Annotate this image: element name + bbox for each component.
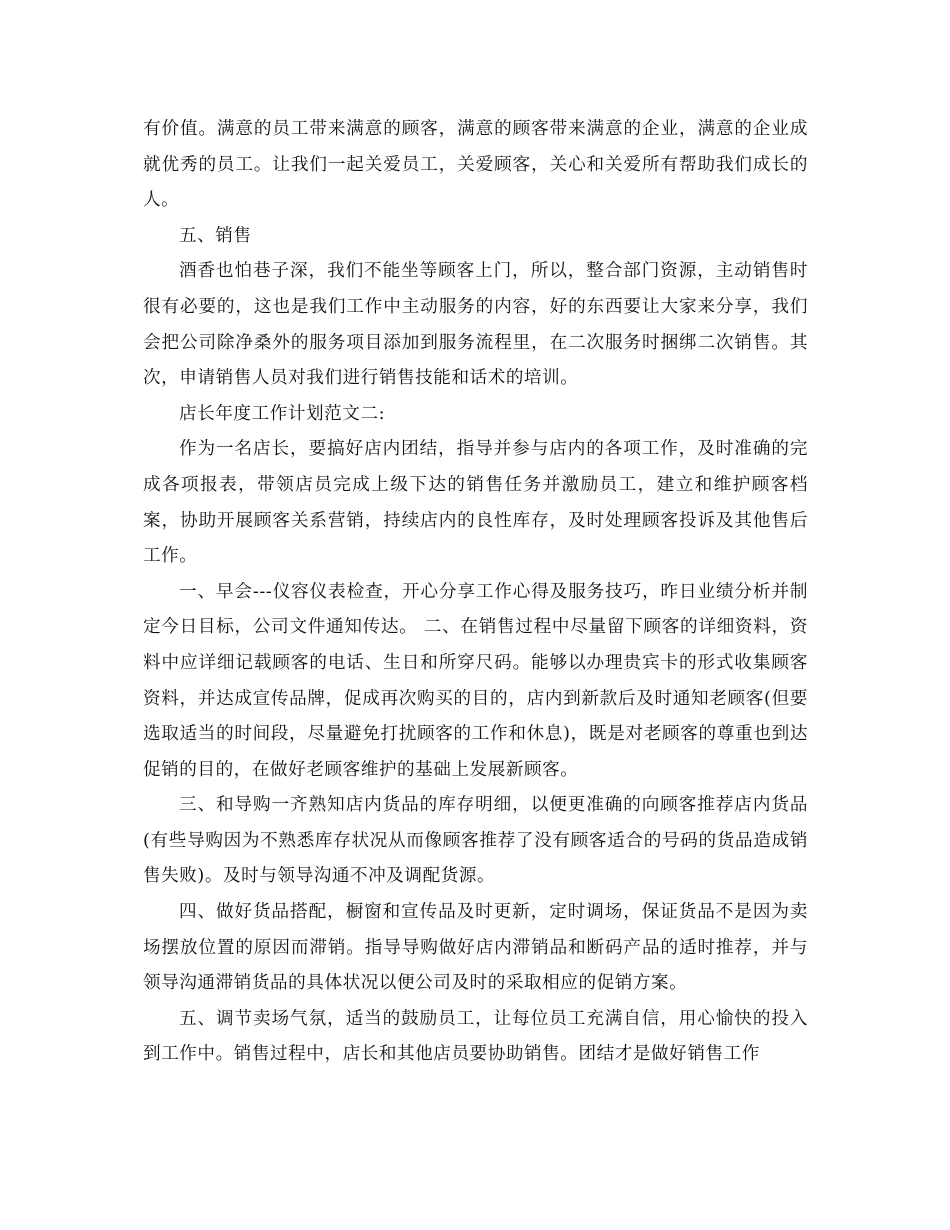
paragraph-sales: 酒香也怕巷子深，我们不能坐等顾客上门，所以，整合部门资源，主动销售时很有必要的，这也是我们工作中主动服务的内容，好的东西要让大家来分享，我们会把公司除净桑外的服务项目添加到服务流程里，在二次服务时捆绑二次销售。其次，申请销售人员对我们进行销售技能和话术的培训。: [143, 261, 808, 389]
section-heading-sample-two: 店长年度工作计划范文二:: [179, 403, 386, 424]
section-heading-sales: 五、销售: [179, 225, 252, 246]
paragraph-continuation: 有价值。满意的员工带来满意的顾客，满意的顾客带来满意的企业，满意的企业成就优秀的员工。让我们一起关爱员工，关爱顾客，关心和关爱所有帮助我们成长的人。: [143, 119, 808, 211]
paragraph-item-one-two: 一、早会---仪容仪表检查，开心分享工作心得及服务技巧，昨日业绩分析并制定今日目标，公司文件通知传达。 二、在销售过程中尽量留下顾客的详细资料，资料中应详细记载顾客的电话、生日和所穿尺码。能够以办理贵宾卡的形式收集顾客资料，并达成宣传品牌，促成再次购买的目的，店内到新款后及时通知老顾客(但要选取适当的时间段，尽量避免打扰顾客的工作和休息)，既是对老顾客的尊重也到达促销的目的，在做好老顾客维护的基础上发展新顾客。: [143, 581, 808, 780]
paragraph-item-three: 三、和导购一齐熟知店内货品的库存明细，以便更准确的向顾客推荐店内货品(有些导购因为不熟悉库存状况从而像顾客推荐了没有顾客适合的号码的货品造成销售失败)。及时与领导沟通不冲及调配货源。: [143, 795, 808, 887]
paragraph-item-four: 四、做好货品搭配，橱窗和宣传品及时更新，定时调场，保证货品不是因为卖场摆放位置的原因而滞销。指导导购做好店内滞销品和断码产品的适时推荐，并与领导沟通滞销货品的具体状况以便公司及时的采取相应的促销方案。: [143, 902, 808, 994]
paragraph-item-five: 五、调节卖场气氛，适当的鼓励员工，让每位员工充满自信，用心愉快的投入到工作中。销售过程中，店长和其他店员要协助销售。团结才是做好销售工作: [143, 1008, 808, 1065]
document-body: [143, 112, 808, 1073]
paragraph-manager-duties: 作为一名店长，要搞好店内团结，指导并参与店内的各项工作，及时准确的完成各项报表，带领店员完成上级下达的销售任务并激励员工，建立和维护顾客档案，协助开展顾客关系营销，持续店内的良性库存，及时处理顾客投诉及其他售后工作。: [143, 439, 808, 567]
